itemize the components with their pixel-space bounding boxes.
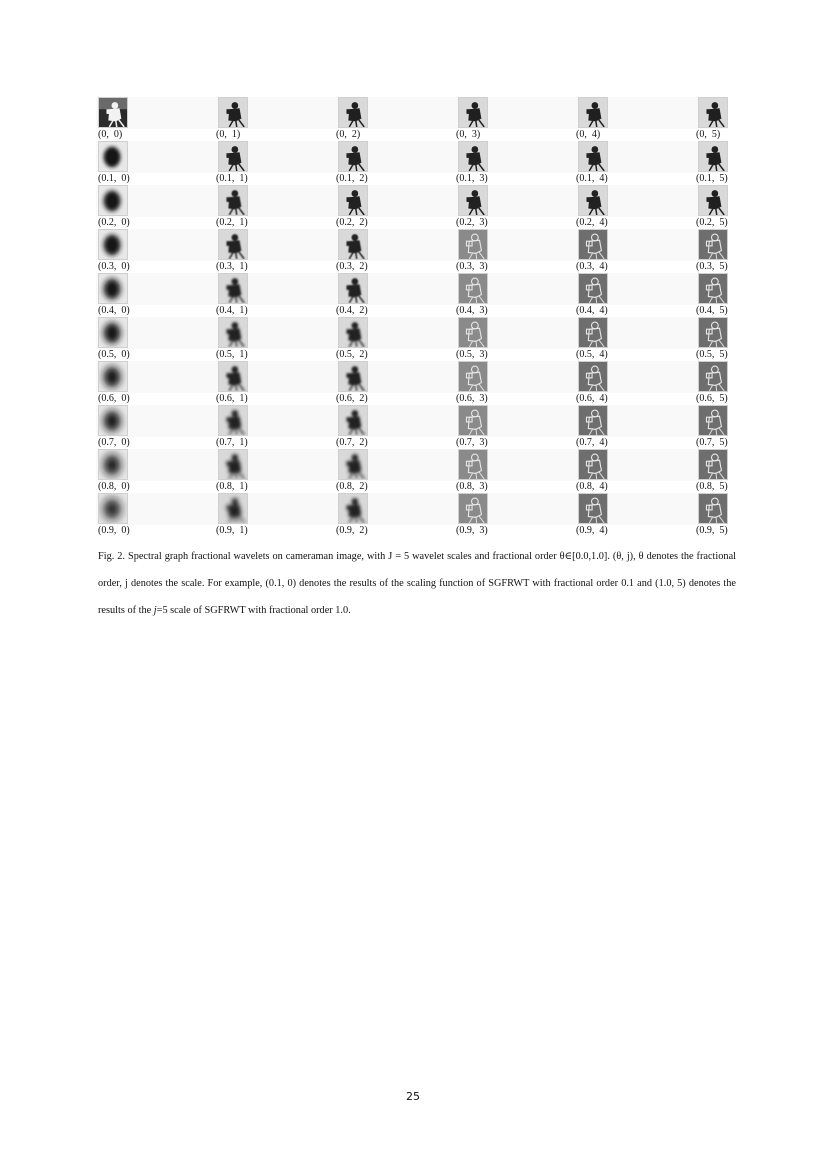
wavelet-thumbnail — [458, 273, 488, 304]
wavelet-thumbnail — [218, 449, 248, 480]
wavelet-thumbnail — [578, 97, 608, 128]
figure-cell — [456, 405, 516, 449]
thumbnail-label: (0.1, 0) — [98, 173, 130, 184]
wavelet-thumbnail — [338, 493, 368, 524]
figure-cell — [576, 493, 636, 537]
thumbnail-label: (0.5, 5) — [696, 349, 728, 360]
page-number: 25 — [406, 1090, 420, 1103]
wavelet-thumbnail — [458, 361, 488, 392]
figure-cell — [96, 97, 156, 141]
wavelet-thumbnail — [698, 361, 728, 392]
thumbnail-label: (0.4, 3) — [456, 305, 488, 316]
thumbnail-label: (0.5, 1) — [216, 349, 248, 360]
wavelet-thumbnail — [98, 493, 128, 524]
thumbnail-label: (0.8, 3) — [456, 481, 488, 492]
thumbnail-label: (0.1, 1) — [216, 173, 248, 184]
figure-cell — [216, 493, 276, 537]
figure-cell — [456, 493, 516, 537]
figure-cell — [96, 185, 156, 229]
figure-cell — [336, 493, 396, 537]
wavelet-thumbnail — [98, 185, 128, 216]
figure-cell — [336, 405, 396, 449]
figure-cell — [96, 449, 156, 493]
figure-cell — [696, 141, 756, 185]
thumbnail-label: (0.1, 3) — [456, 173, 488, 184]
figure-cell — [456, 97, 516, 141]
figure-cell — [576, 185, 636, 229]
figure-cell — [216, 141, 276, 185]
figure-cell — [696, 97, 756, 141]
wavelet-thumbnail — [98, 317, 128, 348]
wavelet-thumbnail — [698, 273, 728, 304]
wavelet-thumbnail — [338, 185, 368, 216]
wavelet-thumbnail — [218, 97, 248, 128]
thumbnail-label: (0.7, 0) — [98, 437, 130, 448]
wavelet-thumbnail — [458, 317, 488, 348]
thumbnail-label: (0.8, 2) — [336, 481, 368, 492]
wavelet-thumbnail — [218, 229, 248, 260]
wavelet-thumbnail — [578, 361, 608, 392]
thumbnail-label: (0.3, 3) — [456, 261, 488, 272]
wavelet-thumbnail — [698, 449, 728, 480]
thumbnail-label: (0.8, 4) — [576, 481, 608, 492]
wavelet-thumbnail — [698, 317, 728, 348]
thumbnail-label: (0.4, 5) — [696, 305, 728, 316]
thumbnail-label: (0.3, 1) — [216, 261, 248, 272]
figure-cell — [576, 405, 636, 449]
thumbnail-label: (0.2, 1) — [216, 217, 248, 228]
wavelet-thumbnail — [218, 185, 248, 216]
caption-italic-j: j — [153, 605, 157, 616]
thumbnail-label: (0.2, 2) — [336, 217, 368, 228]
wavelet-thumbnail — [98, 141, 128, 172]
wavelet-thumbnail — [458, 97, 488, 128]
wavelet-thumbnail — [578, 449, 608, 480]
figure-cell — [576, 141, 636, 185]
figure-cell — [96, 493, 156, 537]
figure-cell — [456, 361, 516, 405]
wavelet-thumbnail — [578, 405, 608, 436]
wavelet-thumbnail — [338, 405, 368, 436]
wavelet-thumbnail — [458, 185, 488, 216]
figure-cell — [696, 185, 756, 229]
thumbnail-label: (0.7, 5) — [696, 437, 728, 448]
thumbnail-label: (0.6, 3) — [456, 393, 488, 404]
figure-cell — [576, 229, 636, 273]
wavelet-thumbnail — [218, 493, 248, 524]
figure-cell — [696, 273, 756, 317]
figure-cell — [456, 141, 516, 185]
wavelet-thumbnail — [578, 317, 608, 348]
wavelet-thumbnail — [698, 493, 728, 524]
thumbnail-label: (0, 4) — [576, 129, 601, 140]
wavelet-thumbnail — [698, 229, 728, 260]
wavelet-thumbnail — [338, 97, 368, 128]
wavelet-thumbnail — [338, 229, 368, 260]
figure-cell — [216, 273, 276, 317]
wavelet-thumbnail — [458, 141, 488, 172]
wavelet-thumbnail — [98, 405, 128, 436]
figure-cell — [96, 229, 156, 273]
wavelet-thumbnail — [98, 449, 128, 480]
thumbnail-label: (0.1, 5) — [696, 173, 728, 184]
thumbnail-label: (0.9, 4) — [576, 525, 608, 536]
figure-cell — [336, 317, 396, 361]
wavelet-thumbnail — [578, 493, 608, 524]
figure-cell — [96, 317, 156, 361]
wavelet-thumbnail — [338, 141, 368, 172]
wavelet-thumbnail — [98, 97, 128, 128]
thumbnail-label: (0.7, 4) — [576, 437, 608, 448]
figure-cell — [456, 185, 516, 229]
wavelet-thumbnail — [218, 405, 248, 436]
thumbnail-label: (0.2, 4) — [576, 217, 608, 228]
thumbnail-label: (0.1, 4) — [576, 173, 608, 184]
figure-cell — [336, 229, 396, 273]
wavelet-thumbnail — [458, 229, 488, 260]
wavelet-thumbnail — [578, 141, 608, 172]
figure-cell — [216, 405, 276, 449]
wavelet-thumbnail — [338, 273, 368, 304]
figure-cell — [96, 361, 156, 405]
figure-cell — [696, 229, 756, 273]
figure-cell — [336, 141, 396, 185]
figure-cell — [576, 317, 636, 361]
figure-cell — [576, 273, 636, 317]
thumbnail-label: (0.5, 0) — [98, 349, 130, 360]
wavelet-thumbnail — [578, 185, 608, 216]
figure-cell — [456, 229, 516, 273]
figure-cell — [336, 185, 396, 229]
figure-cell — [216, 361, 276, 405]
figure-cell — [216, 185, 276, 229]
wavelet-thumbnail — [458, 405, 488, 436]
figure-cell — [216, 229, 276, 273]
wavelet-thumbnail — [698, 405, 728, 436]
thumbnail-label: (0.3, 5) — [696, 261, 728, 272]
thumbnail-label: (0.9, 2) — [336, 525, 368, 536]
caption-text-end: =5 scale of SGFRWT with fractional order 1.0. — [156, 605, 351, 616]
wavelet-thumbnail — [698, 185, 728, 216]
caption-text-main: Fig. 2. Spectral graph fractional wavelets on cameraman image, with J = 5 wavelet scales and fractional order θ∈[0.0,1.0]. (θ, j), θ denotes the fractional order, j denotes the scale. For example, (0.1, 0) denotes the results of the scaling function of SGFRWT with fractional order 0.1 and (1.0, 5) denotes the results of the — [98, 551, 736, 616]
figure-cell — [576, 361, 636, 405]
thumbnail-label: (0.2, 5) — [696, 217, 728, 228]
wavelet-thumbnail — [338, 449, 368, 480]
wavelet-thumbnail — [458, 449, 488, 480]
figure-cell — [336, 273, 396, 317]
wavelet-thumbnail — [218, 141, 248, 172]
thumbnail-label: (0.5, 4) — [576, 349, 608, 360]
thumbnail-label: (0.9, 0) — [98, 525, 130, 536]
thumbnail-label: (0, 3) — [456, 129, 481, 140]
thumbnail-label: (0.5, 3) — [456, 349, 488, 360]
thumbnail-label: (0.9, 3) — [456, 525, 488, 536]
wavelet-thumbnail — [98, 273, 128, 304]
thumbnail-label: (0.5, 2) — [336, 349, 368, 360]
figure-cell — [336, 361, 396, 405]
thumbnail-label: (0.6, 0) — [98, 393, 130, 404]
wavelet-thumbnail — [578, 229, 608, 260]
figure-cell — [696, 361, 756, 405]
thumbnail-label: (0.7, 3) — [456, 437, 488, 448]
thumbnail-label: (0.6, 1) — [216, 393, 248, 404]
thumbnail-label: (0.6, 4) — [576, 393, 608, 404]
wavelet-thumbnail — [698, 97, 728, 128]
wavelet-thumbnail — [338, 317, 368, 348]
figure-cell — [576, 449, 636, 493]
wavelet-thumbnail — [338, 361, 368, 392]
figure-cell — [696, 449, 756, 493]
wavelet-thumbnail — [698, 141, 728, 172]
wavelet-thumbnail — [218, 361, 248, 392]
thumbnail-label: (0.3, 2) — [336, 261, 368, 272]
wavelet-thumbnail — [98, 361, 128, 392]
wavelet-thumbnail — [578, 273, 608, 304]
thumbnail-label: (0.9, 1) — [216, 525, 248, 536]
thumbnail-label: (0, 1) — [216, 129, 241, 140]
thumbnail-label: (0.7, 1) — [216, 437, 248, 448]
wavelet-thumbnail — [218, 317, 248, 348]
thumbnail-label: (0.6, 5) — [696, 393, 728, 404]
figure-cell — [456, 273, 516, 317]
figure-cell — [576, 97, 636, 141]
figure-cell — [696, 405, 756, 449]
wavelet-thumbnail — [218, 273, 248, 304]
thumbnail-label: (0.2, 0) — [98, 217, 130, 228]
figure-caption — [98, 543, 736, 624]
wavelet-thumbnail — [458, 493, 488, 524]
thumbnail-label: (0.4, 0) — [98, 305, 130, 316]
thumbnail-label: (0.8, 0) — [98, 481, 130, 492]
thumbnail-label: (0.4, 2) — [336, 305, 368, 316]
thumbnail-label: (0.3, 0) — [98, 261, 130, 272]
thumbnail-label: (0, 0) — [98, 129, 123, 140]
figure-cell — [456, 317, 516, 361]
thumbnail-label: (0.2, 3) — [456, 217, 488, 228]
thumbnail-label: (0.3, 4) — [576, 261, 608, 272]
thumbnail-label: (0.7, 2) — [336, 437, 368, 448]
figure-cell — [216, 449, 276, 493]
figure-cell — [216, 97, 276, 141]
thumbnail-label: (0.4, 1) — [216, 305, 248, 316]
figure-cell — [96, 273, 156, 317]
thumbnail-label: (0, 5) — [696, 129, 721, 140]
figure-cell — [96, 405, 156, 449]
thumbnail-label: (0.8, 1) — [216, 481, 248, 492]
figure-cell — [456, 449, 516, 493]
wavelet-figure-grid — [96, 97, 728, 539]
figure-cell — [696, 317, 756, 361]
figure-cell — [336, 97, 396, 141]
thumbnail-label: (0.1, 2) — [336, 173, 368, 184]
thumbnail-label: (0, 2) — [336, 129, 361, 140]
thumbnail-label: (0.6, 2) — [336, 393, 368, 404]
thumbnail-label: (0.8, 5) — [696, 481, 728, 492]
figure-cell — [696, 493, 756, 537]
thumbnail-label: (0.9, 5) — [696, 525, 728, 536]
wavelet-thumbnail — [98, 229, 128, 260]
figure-cell — [336, 449, 396, 493]
figure-cell — [96, 141, 156, 185]
figure-cell — [216, 317, 276, 361]
thumbnail-label: (0.4, 4) — [576, 305, 608, 316]
